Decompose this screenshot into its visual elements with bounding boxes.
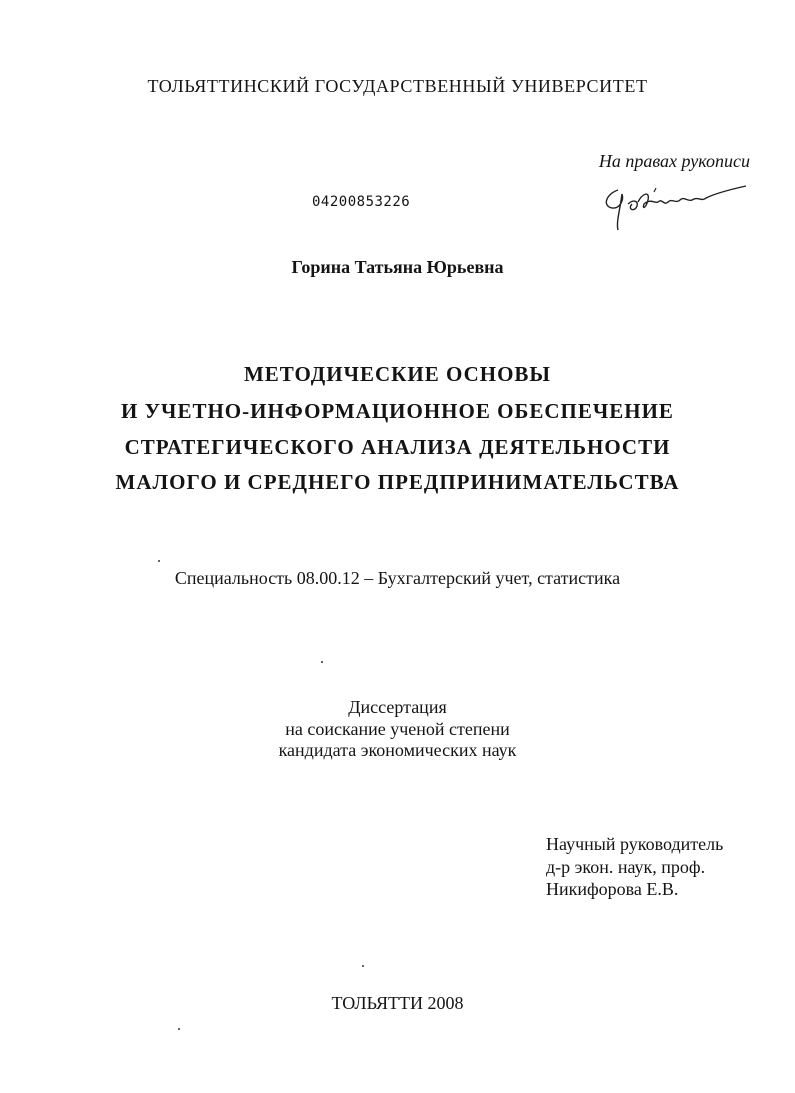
degree-line: на соискание ученой степени xyxy=(285,719,510,739)
author-name: Горина Татьяна Юрьевна xyxy=(291,257,504,277)
supervisor-label: Научный руководитель xyxy=(546,834,724,854)
scan-speck xyxy=(178,1028,180,1030)
title-line-2: И УЧЕТНО-ИНФОРМАЦИОННОЕ ОБЕСПЕЧЕНИЕ xyxy=(121,399,674,423)
degree-field: кандидата экономических наук xyxy=(278,740,517,760)
scan-speck xyxy=(158,560,160,562)
rights-note: На правах рукописи xyxy=(598,151,750,171)
author-signature xyxy=(598,180,748,232)
city-year: ТОЛЬЯТТИ 2008 xyxy=(331,993,464,1013)
scan-speck xyxy=(321,661,323,663)
title-line-3: СТРАТЕГИЧЕСКОГО АНАЛИЗА ДЕЯТЕЛЬНОСТИ xyxy=(124,435,671,459)
supervisor-name: Никифорова Е.В. xyxy=(546,879,679,899)
document-number: 04200853226 xyxy=(312,194,411,210)
university-name: ТОЛЬЯТТИНСКИЙ ГОСУДАРСТВЕННЫЙ УНИВЕРСИТЕТ xyxy=(147,76,648,96)
title-line-4: МАЛОГО И СРЕДНЕГО ПРЕДПРИНИМАТЕЛЬСТВА xyxy=(115,470,680,494)
supervisor-degree: д-р экон. наук, проф. xyxy=(546,857,706,877)
title-line-1: МЕТОДИЧЕСКИЕ ОСНОВЫ xyxy=(243,362,552,386)
scan-speck xyxy=(362,965,364,967)
specialty-line: Специальность 08.00.12 – Бухгалтерский учет, статистика xyxy=(174,568,621,588)
dissertation-label: Диссертация xyxy=(348,697,447,717)
